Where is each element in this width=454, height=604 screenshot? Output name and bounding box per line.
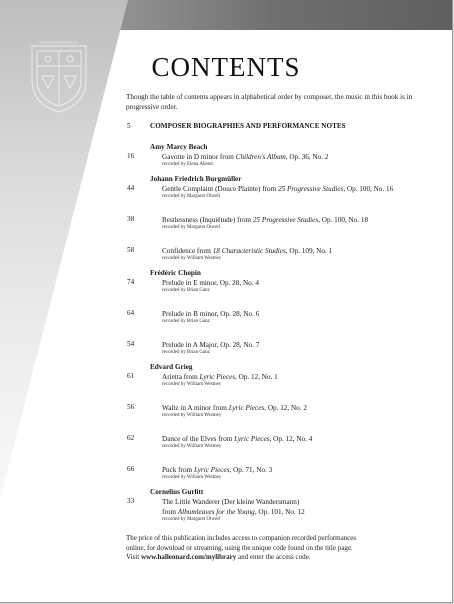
piece-collection-title: Albumleaves for the Young [177, 508, 255, 516]
toc-page-number: 38 [127, 215, 135, 223]
toc-page-number: 33 [127, 497, 135, 505]
footer-line-3-post: and enter the access code. [236, 553, 311, 561]
piece-title [162, 215, 432, 225]
piece-collection-title: Lyric Pieces [228, 404, 265, 412]
piece-collection-title: Lyric Pieces [193, 466, 230, 474]
footer-line-2: online, for download or streaming, using the unique code found on the title page. [126, 543, 353, 552]
composer-name: Frédéric Chopin [150, 269, 201, 277]
piece-title [162, 497, 432, 517]
piece-opus: , Op. 12, No. 2 [264, 404, 307, 412]
piece-title [162, 372, 432, 382]
recorded-by-credit: recorded by Margaret Otwell [162, 225, 221, 230]
recorded-by-credit: recorded by William Westney [162, 475, 222, 480]
piece-title-text: Waltz in A minor from [162, 404, 229, 412]
piece-opus: , Op. 12, No. 1 [235, 373, 278, 381]
piece-title [162, 278, 432, 288]
piece-collection-title: Lyric Pieces [199, 373, 236, 381]
piece-title [162, 434, 432, 444]
piece-title [162, 246, 432, 256]
piece-title [162, 340, 432, 350]
toc-page-number: 62 [127, 434, 135, 442]
svg-text:PERFORMANCE: PERFORMANCE [40, 41, 78, 46]
piece-opus: , Op. 109, No. 1 [285, 247, 333, 255]
piece-opus: , Op. 100, No. 18 [318, 216, 369, 224]
piece-title-text: Confidence from [162, 247, 213, 255]
toc-page-number: 54 [127, 340, 135, 348]
toc-page-number: 61 [127, 372, 135, 380]
toc-page-number: 64 [127, 309, 135, 317]
composer-name: Edvard Grieg [150, 363, 193, 371]
piece-title-text: Gentle Complaint (Douce Plainte) from [162, 185, 278, 193]
toc-page-number: 66 [127, 465, 135, 473]
page-title: CONTENTS [151, 52, 301, 82]
recorded-by-credit: recorded by Brian Ganz [162, 350, 210, 355]
toc-page-number: 16 [127, 152, 135, 160]
piece-title-text: from [162, 508, 178, 516]
piece-title-text: The Little Wanderer (Der kleine Wandersmann) [162, 498, 300, 506]
recorded-by-credit: recorded by Brian Ganz [162, 319, 210, 324]
piece-title [162, 403, 432, 413]
piece-title [162, 184, 432, 194]
piece-opus: , Op. 71, No. 3 [229, 466, 273, 474]
piece-title-text: Dance of the Elves from [162, 435, 235, 443]
piece-title-text: Gavotte in D minor from [162, 153, 236, 161]
composer-name: Cornelius Gurlitt [150, 488, 204, 496]
piece-collection-title: Lyric Pieces [234, 435, 270, 443]
recorded-by-credit: recorded by William Westney [162, 444, 222, 449]
piece-title-text: Prelude in B minor, Op. 28, No. 6 [162, 310, 260, 318]
piece-title [162, 152, 432, 162]
toc-page-number: 58 [127, 246, 135, 254]
footer-line-3-pre: Visit [126, 553, 141, 561]
piece-collection-title: 25 Progressive Studies [252, 216, 319, 224]
toc-page-number: 56 [127, 403, 135, 411]
recorded-by-credit: recorded by Margaret Otwell [162, 194, 221, 199]
intro-paragraph: Though the table of contents appears in alphabetical order by composer, the music in this book is in progressive order. [126, 93, 413, 111]
piece-title-text: Prelude in E minor, Op. 28, No. 4 [162, 279, 259, 287]
recorded-by-credit: recorded by William Westney [162, 413, 222, 418]
library-url-link[interactable]: www.halleonard.com/mylibrary [140, 553, 237, 561]
toc-section-heading: COMPOSER BIOGRAPHIES AND PERFORMANCE NOTES [150, 122, 346, 130]
piece-title-text: Restlessness (Inquiétude) from [162, 216, 253, 224]
piece-title-text: Puck from [162, 466, 194, 474]
toc-page-number: 74 [127, 278, 135, 286]
piece-title-text: Arietta from [162, 373, 200, 381]
piece-title-text: Prelude in A Major, Op. 28, No. 7 [162, 341, 260, 349]
piece-title [162, 309, 432, 319]
footer-line-1: The price of this publication includes access to companion recorded performances [126, 534, 357, 542]
piece-collection-title: 18 Characteristic Studies [212, 247, 286, 255]
toc-page-number: 5 [127, 122, 131, 130]
piece-title [162, 465, 432, 475]
piece-opus: , Op. 100, No. 16 [343, 185, 394, 193]
toc-page-number: 44 [127, 184, 135, 192]
recorded-by-credit: recorded by Elena Abend [162, 162, 213, 167]
composer-name: Johann Friedrich Burgmüller [150, 175, 242, 183]
recorded-by-credit: recorded by Margaret Otwell [162, 517, 221, 522]
piece-collection-title: Children's Album [235, 153, 286, 161]
recorded-by-credit: recorded by William Westney [162, 256, 222, 261]
piece-opus: , Op. 101, No. 12 [254, 508, 305, 516]
piece-opus: , Op. 36, No. 2 [285, 153, 329, 161]
recorded-by-credit: recorded by William Westney [162, 382, 222, 387]
footer-paragraph [126, 534, 426, 563]
piece-collection-title: 25 Progressive Studies [277, 185, 344, 193]
recorded-by-credit: recorded by Brian Ganz [162, 288, 210, 293]
piece-opus: , Op. 12, No. 4 [269, 435, 313, 443]
composer-name: Amy Marcy Beach [150, 143, 208, 151]
